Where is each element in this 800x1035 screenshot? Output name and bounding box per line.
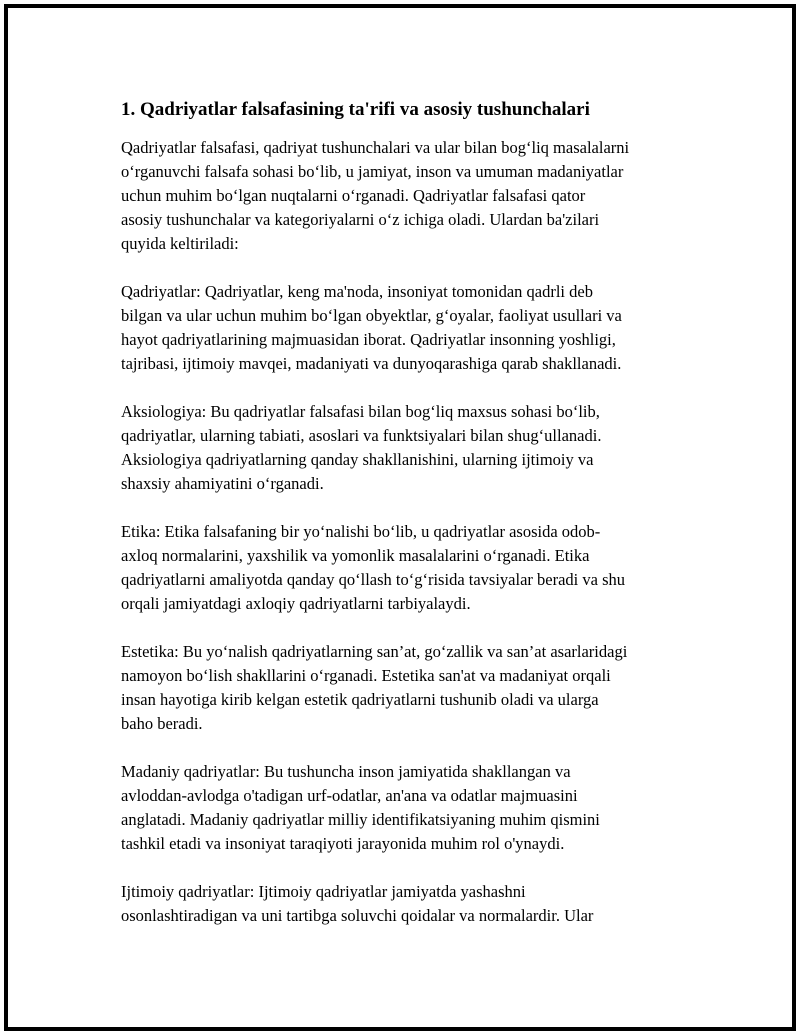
paragraph-etika: Etika: Etika falsafaning bir yo‘nalishi bo‘lib, u qadriyatlar asosida odob- axloq normalarini, yaxshilik va yomonlik masalalarini o‘rganadi. Etika qadriyatlarni amaliyotda qanday qo‘llash to‘g‘risida tavsiyalar beradi va shu orqali jamiyatdagi axloqiy qadriyatlarni tarbiyalaydi. — [121, 522, 625, 613]
document-page — [4, 4, 796, 1031]
paragraph-estetika: Estetika: Bu yo‘nalish qadriyatlarning san’at, go‘zallik va san’at asarlaridagi namoyon bo‘lish shakllarini o‘rganadi. Estetika san'at va madaniyat orqali insan hayotiga kirib kelgan estetik qadriyatlarni tushunib oladi va ularga baho beradi. — [121, 642, 628, 733]
paragraph-ijtimoiy-qadriyatlar: Ijtimoiy qadriyatlar: Ijtimoiy qadriyatlar jamiyatda yashashni osonlashtiradigan va uni tartibga soluvchi qoidalar va normalardir. Ular — [121, 882, 594, 925]
paragraph-madaniy-qadriyatlar: Madaniy qadriyatlar: Bu tushuncha inson jamiyatida shakllangan va avloddan-avlodga o'tadigan urf-odatlar, an'ana va odatlar majmuasini anglatadi. Madaniy qadriyatlar milliy identifikatsiyaning muhim qismini tashkil etadi va insoniyat taraqiyoti jarayonida muhim rol o'ynaydi. — [121, 762, 600, 853]
section-heading: 1. Qadriyatlar falsafasining ta'rifi va asosiy tushunchalari — [121, 99, 590, 120]
paragraph-intro: Qadriyatlar falsafasi, qadriyat tushunchalari va ular bilan bog‘liq masalalarni o‘rganuvchi falsafa sohasi bo‘lib, u jamiyat, inson va umuman madaniyatlar uchun muhim bo‘lgan nuqtalarni o‘rganadi. Qadriyatlar falsafasi qator asosiy tushunchalar va kategoriyalarni o‘z ichiga oladi. Ulardan ba'zilari quyida keltiriladi: — [121, 138, 630, 253]
paragraph-qadriyatlar: Qadriyatlar: Qadriyatlar, keng ma'noda, insoniyat tomonidan qadrli deb bilgan va ular uchun muhim bo‘lgan obyektlar, g‘oyalar, faoliyat usullari va hayot qadriyatlarining majmuasidan iborat. Qadriyatlar insonning yoshligi, tajribasi, ijtimoiy mavqei, madaniyati va dunyoqarashiga qarab shakllanadi. — [121, 282, 622, 373]
document-body — [121, 96, 701, 952]
paragraph-aksiologiya: Aksiologiya: Bu qadriyatlar falsafasi bilan bog‘liq maxsus sohasi bo‘lib, qadriyatlar, ularning tabiati, asoslari va funktsiyalari bilan shug‘ullanadi. Aksiologiya qadriyatlarning qanday shakllanishini, ularning ijtimoiy va shaxsiy ahamiyatini o‘rganadi. — [121, 402, 602, 493]
